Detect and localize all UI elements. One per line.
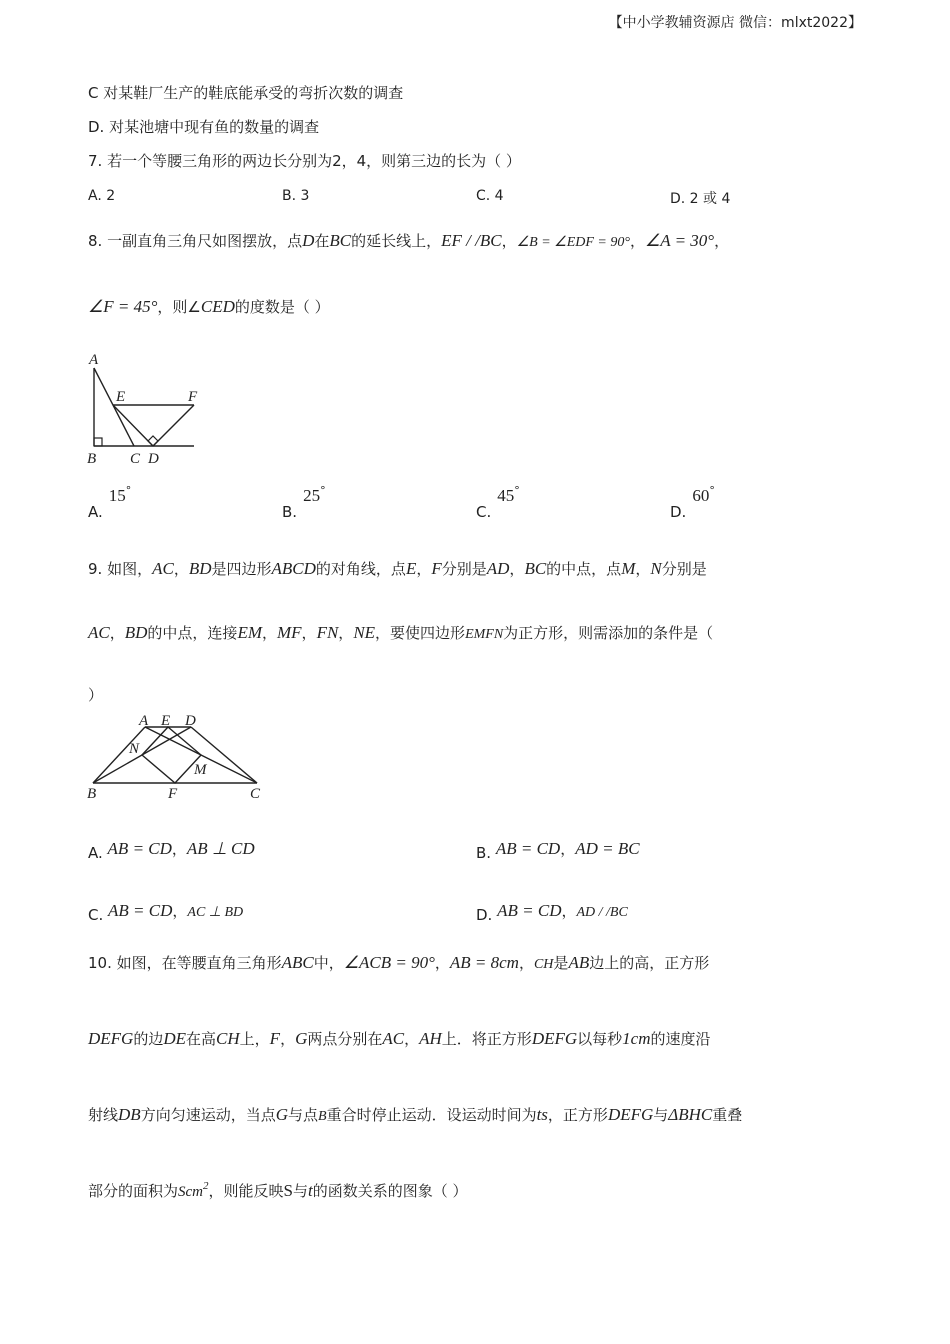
q8-option-value: 60 [692, 486, 710, 505]
q10-text: 以每秒 [577, 1030, 623, 1048]
q10-math: S [283, 1181, 293, 1200]
q9-option-b [476, 838, 640, 862]
q9-option-cond2: AD / /BC [576, 905, 628, 920]
q9-sep: ， [416, 560, 432, 578]
q8-option-b [282, 484, 326, 521]
q9-fig-label-c: C [250, 786, 261, 802]
q10-stem-line4 [88, 1180, 468, 1201]
q9-option-cond1: AB = CD [107, 839, 172, 858]
q9-option-cond2: AC ⊥ BD [187, 905, 244, 920]
q9-math: ABCD [271, 559, 316, 578]
q10-math: AH [419, 1029, 442, 1048]
q8-angle-ced: CED [200, 297, 235, 316]
q9-math: AD [486, 559, 510, 578]
q8-option-unit: ° [125, 484, 132, 497]
q10-text: 重叠 [712, 1106, 743, 1124]
q9-text: 9. 如图， [88, 560, 153, 578]
q9-sep: ， [509, 560, 525, 578]
q9-text: 是四边形 [211, 560, 272, 578]
q8-sep: ， [714, 232, 730, 250]
q10-text: 上， [239, 1030, 270, 1048]
q10-text: ，正方形 [547, 1106, 608, 1124]
q7-option-c: C. 4 [476, 188, 504, 204]
q10-math: F [269, 1029, 281, 1048]
q8-fig-label-d: D [148, 451, 159, 467]
q8-fig-label-f: F [188, 389, 198, 405]
q9-sep: ， [261, 624, 277, 642]
q9-math: AC [152, 559, 174, 578]
q9-math: F [431, 559, 442, 578]
q10-text: 两点分别在 [307, 1030, 383, 1048]
q10-math: CH [533, 957, 554, 972]
q8-sep: ， [501, 232, 517, 250]
q10-text: 射线 [88, 1106, 119, 1124]
q9-sep: ， [109, 624, 125, 642]
q9-option-sep: ， [171, 840, 187, 858]
q10-text: 与点 [287, 1106, 318, 1124]
q10-math: B [318, 1109, 327, 1124]
q10-stem-line2 [88, 1028, 711, 1049]
q6-option-c: C 对某鞋厂生产的鞋底能承受的弯折次数的调查 [88, 84, 404, 102]
q9-math: FN [316, 623, 339, 642]
q8-fig-segment-fd [153, 405, 194, 446]
q8-option-unit: ° [514, 484, 520, 497]
q9-sep: ， [338, 624, 354, 642]
q10-text: 部分的面积为 [88, 1182, 179, 1200]
q9-fig-label-m: M [194, 762, 207, 778]
q9-option-sep: ， [172, 902, 188, 920]
q8-option-label: A. [88, 503, 103, 521]
q8-cond-angle-a: ∠A = 30° [645, 231, 715, 250]
q9-fig-label-b: B [87, 786, 97, 802]
q10-text: 中， [313, 954, 344, 972]
q9-stem-line2 [88, 622, 713, 643]
q10-math: ΔBHC [668, 1105, 713, 1124]
q8-option-c [476, 484, 520, 521]
q10-math-sup: 2 [203, 1180, 209, 1192]
q9-option-d [476, 900, 628, 924]
q10-math: DE [163, 1029, 187, 1048]
q8-fig-label-e: E [116, 389, 126, 405]
q9-math: BD [124, 623, 148, 642]
q10-math: t [308, 1181, 313, 1200]
q10-math: 1cm [622, 1029, 651, 1048]
q8-option-value: 45 [497, 486, 515, 505]
q7-stem: 7. 若一个等腰三角形的两边长分别为2，4，则第三边的长为（ ） [88, 152, 521, 170]
q9-text: 的中点，连接 [147, 624, 238, 642]
q10-text: ，则能反映 [208, 1182, 284, 1200]
q9-math: N [650, 559, 662, 578]
q9-option-a [88, 838, 255, 862]
q9-stem-line1 [88, 558, 707, 579]
q9-sep: ， [635, 560, 651, 578]
q10-sep: ， [280, 1030, 296, 1048]
q10-text: 10. 如图，在等腰直角三角形 [88, 954, 282, 972]
q8-line-bc: BC [329, 231, 352, 250]
q10-stem-line1 [88, 952, 709, 973]
q8-sep: ， [629, 232, 645, 250]
q9-option-label: B. [476, 844, 492, 862]
q9-sep: ， [301, 624, 317, 642]
q10-math: DB [118, 1105, 141, 1124]
q10-text: 与 [293, 1182, 309, 1200]
q10-math: AB = 8cm [449, 953, 519, 972]
q8-option-d [670, 484, 715, 521]
q9-math: BC [524, 559, 547, 578]
q10-sep: ， [404, 1030, 420, 1048]
q10-math: DEFG [607, 1105, 654, 1124]
q10-math: Scm [178, 1184, 204, 1200]
q9-option-cond2: AB ⊥ CD [186, 839, 255, 858]
q9-option-label: D. [476, 906, 493, 924]
q9-fig-label-a: A [139, 713, 149, 729]
q8-text: 的度数是（ ） [234, 298, 330, 316]
q8-text: ，则∠ [157, 298, 201, 316]
q9-fig-label-d: D [185, 713, 196, 729]
q9-text: 的中点，点 [546, 560, 622, 578]
q9-text: 为正方形，则需添加的条件是（ [503, 624, 714, 642]
q10-math: DEFG [88, 1029, 134, 1048]
q8-figure [84, 350, 204, 470]
q9-figure [84, 710, 274, 802]
q9-text: 分别是 [661, 560, 707, 578]
q9-math: NE [353, 623, 376, 642]
q7-option-d: D. 2 或 4 [670, 191, 731, 207]
q7-option-b: B. 3 [282, 188, 310, 204]
q9-option-cond1: AB = CD [108, 901, 173, 920]
q9-option-label: C. [88, 906, 104, 924]
q9-text: 的对角线，点 [315, 560, 406, 578]
q10-math: ∠ACB = 90° [343, 953, 435, 972]
q10-math: ts [536, 1105, 548, 1124]
q10-math: AB [568, 953, 590, 972]
q10-math: ABC [281, 953, 314, 972]
q10-text: 方向匀速运动，当点 [140, 1106, 276, 1124]
q6-option-d: D. 对某池塘中现有鱼的数量的调查 [88, 118, 320, 136]
q9-math: AC [88, 623, 110, 642]
q9-option-c [88, 900, 244, 924]
q8-point-d: D [302, 231, 315, 250]
q9-text: ，要使四边形 [375, 624, 466, 642]
q8-option-label: C. [476, 503, 492, 521]
q8-option-unit: ° [320, 484, 326, 497]
q8-option-value: 15 [108, 486, 126, 505]
q10-sep: ， [518, 954, 534, 972]
q9-text: 分别是 [441, 560, 487, 578]
q9-math: EM [237, 623, 262, 642]
q9-option-sep: ， [560, 840, 576, 858]
q9-math: E [405, 559, 417, 578]
q10-text: 的边 [133, 1030, 164, 1048]
q9-fig-label-n: N [129, 741, 140, 757]
q10-text: 边上的高，正方形 [589, 954, 710, 972]
q8-option-unit: ° [709, 484, 715, 497]
q8-text: 在 [314, 232, 330, 250]
q9-fig-quad-emfn [142, 727, 201, 783]
q8-fig-right-angle-d [148, 436, 158, 446]
q10-text: 与 [653, 1106, 669, 1124]
q9-math: M [621, 559, 636, 578]
q8-fig-label-b: B [87, 451, 97, 467]
q10-math: G [275, 1105, 288, 1124]
q10-stem-line3 [88, 1104, 742, 1125]
q10-text: 是 [553, 954, 569, 972]
q9-math: BD [188, 559, 212, 578]
q8-fig-segment-ed [113, 405, 153, 446]
q10-text: 重合时停止运动．设运动时间为 [326, 1106, 537, 1124]
q8-text: 的延长线上， [351, 232, 442, 250]
q8-cond-right-angles: ∠B = ∠EDF = 90° [516, 235, 630, 250]
q8-text: 8. 一副直角三角尺如图摆放，点 [88, 232, 303, 250]
q8-cond-parallel: EF / /BC [441, 231, 502, 250]
q10-math: CH [216, 1029, 240, 1048]
q9-math: EMFN [465, 627, 504, 642]
q9-fig-label-e: E [161, 713, 171, 729]
q10-text: 的函数关系的图象（ ） [312, 1182, 468, 1200]
q8-cond-angle-f: ∠F = 45° [88, 297, 158, 316]
q8-fig-right-angle-b [94, 438, 102, 446]
q8-option-label: B. [282, 503, 298, 521]
q10-text: 上．将正方形 [441, 1030, 532, 1048]
q10-text: 在高 [186, 1030, 217, 1048]
q9-math: MF [277, 623, 302, 642]
q8-option-a [88, 484, 132, 521]
q10-sep: ， [434, 954, 450, 972]
q10-text: 的速度沿 [650, 1030, 711, 1048]
q9-option-label: A. [88, 844, 103, 862]
q8-fig-label-c: C [130, 451, 141, 467]
q10-math: DEFG [531, 1029, 578, 1048]
page-header: 【中小学教辅资源店 微信：mlxt2022】 [608, 15, 862, 31]
q9-sep: ， [173, 560, 189, 578]
q8-stem-line1 [88, 230, 729, 251]
q9-option-cond2: AD = BC [575, 839, 640, 858]
q8-option-value: 25 [303, 486, 321, 505]
q8-option-label: D. [670, 503, 687, 521]
q10-math: AC [382, 1029, 405, 1048]
q8-stem-line2 [88, 296, 330, 317]
q8-fig-label-a: A [89, 352, 99, 368]
q9-option-cond1: AB = CD [497, 901, 562, 920]
q9-stem-line3: ） [88, 686, 104, 704]
q7-option-a: A. 2 [88, 188, 116, 204]
q9-option-sep: ， [561, 902, 577, 920]
q9-option-cond1: AB = CD [495, 839, 561, 858]
q9-fig-label-f: F [168, 786, 178, 802]
q10-math: G [295, 1029, 308, 1048]
